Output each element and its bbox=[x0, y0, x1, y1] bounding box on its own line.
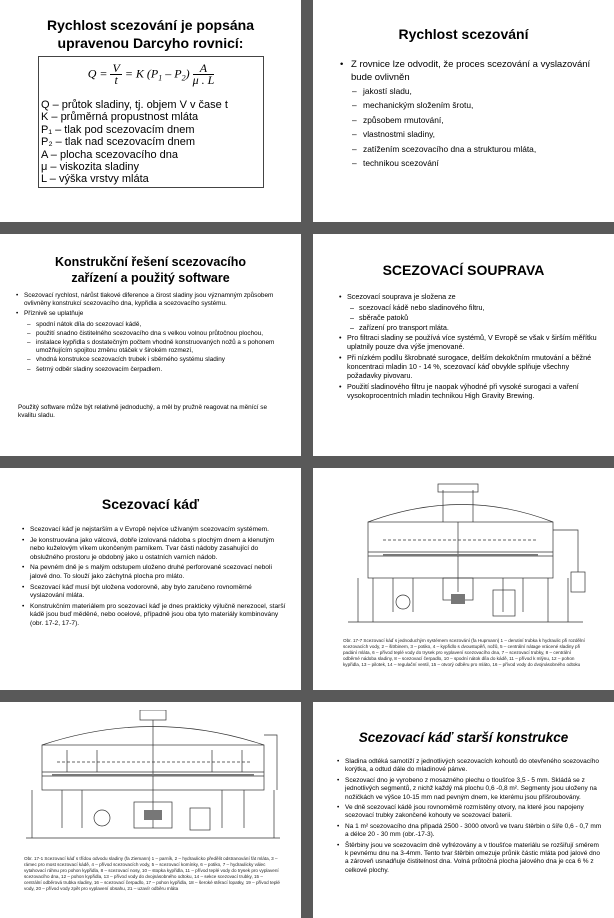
formula-minus: – P bbox=[162, 66, 182, 81]
column-separator bbox=[301, 0, 313, 918]
bullet-item: • Použití sladinového filtru je naopak výhodné při vysoké surogaci a vaření vysokoprocentních mladin technikou High Gravity Brewing. bbox=[337, 382, 599, 400]
sub-bullet-item: – spodní nátok díla do scezovací kádě, bbox=[14, 321, 286, 329]
bullet-item: • Na 1 m² scezovacího dna připadá 2500 - 3000 otvorů ve tvaru štěrbin o šíře 0,6 - 0,7 mm a délce 20 - 30 mm (obr.-17-3). bbox=[335, 823, 603, 840]
bullet-item: • Příznivě se uplatňuje bbox=[14, 310, 286, 318]
bullet-item: • Sladina odtéká samotíží z jednotlivých scezovacích kohoutů do otevřeného scezovacího korýtka, a odtud dále do mladinové pánve. bbox=[335, 758, 603, 775]
lauter-tun-diagram-icon bbox=[343, 482, 589, 634]
bullet-item: • Scezovací rychlost, nárůst tlakové diference a čirost sladiny jsou významným způsobem ovlivněny konstrukcí scezovacího dna, kypřidla a scezovacího systému. bbox=[14, 292, 286, 308]
equation-box bbox=[38, 56, 264, 188]
bullet-item: • Štěrbiny jsou ve scezovacím dně vyfrézovány a v tloušťce materiálu se rozšiřují směrem k pevnému dnu na 3-4mm. Tento tvar štěrbin omezuje průnik částic mláta pod jalové dno a zároveň usnadňuje čistitelnost dna. Volná průtočná plocha jalového dna je cca 6 % z celkové plochy. bbox=[335, 842, 603, 876]
darcy-formula bbox=[39, 63, 263, 86]
sub-bullet-item: – technikou scezování bbox=[339, 156, 601, 170]
slide-figure-hupmann bbox=[313, 468, 614, 690]
variable-item: Q – průtok sladiny, tj. objem V v čase t bbox=[41, 99, 228, 111]
variable-item: P₁ – tlak pod scezovacím dnem bbox=[41, 123, 195, 136]
bullet-item: • Pro filtraci sladiny se používá více systémů, V Evropě se však v širším měřítku uplatnily pouze dva výše jmenované. bbox=[337, 333, 599, 351]
sub-bullet-item: – jakostí sladu, bbox=[339, 84, 601, 98]
bullet-item: • Na pevném dně je s malým odstupem uloženo druhé perforované scezovací neboli jalové dno. To slouží jako záchytná plocha pro mláto. bbox=[20, 564, 286, 581]
subscript: 1 bbox=[158, 73, 163, 83]
bullet-item: • Při nízkém podílu škrobnaté surogace, delším dekokčním rmutování a běžné koncentraci mladin 10 - 14 %, scezovací káď obvykle splňuje všechny požadavky pivovaru. bbox=[337, 353, 599, 380]
lauter-tun-drawing bbox=[343, 482, 589, 634]
lauter-tun-diagram-icon bbox=[22, 710, 284, 850]
variable-list bbox=[41, 99, 228, 186]
bullet-list bbox=[14, 292, 286, 375]
bullet-item: • Scezovací dno je vyrobeno z mosazného plechu o tloušťce 3,5 - 5 mm. Skládá se z jednotlivých segmentů, z nichž každý má plochu 0,6 -0,8 m². Segmenty jsou uloženy na nožičkách ve výšce 10-15 mm nad pevným dnem, ke kterému jsou přišroubovány. bbox=[335, 777, 603, 802]
sub-bullet-item: – způsobem rmutování, bbox=[339, 113, 601, 127]
bullet-list bbox=[337, 292, 599, 402]
slide-title bbox=[0, 16, 301, 52]
bullet-item: • Scezovací káď musí být uložena vodorovně, aby bylo zaručeno rovnoměrné vyslazování mláta. bbox=[20, 584, 286, 601]
bullet-list bbox=[335, 758, 603, 877]
sub-bullet-item: – sběrače patoků bbox=[337, 313, 599, 322]
title-line: Rychlost scezování je popsána bbox=[47, 17, 254, 33]
bullet-list bbox=[20, 526, 286, 631]
slide-figure-ziemann bbox=[0, 702, 301, 918]
denominator: t bbox=[114, 73, 118, 87]
figure-caption: Obr. 17-1 Scezovací káď s třídou odvodu sladiny (fa Ziemann) 1 – parník, 2 – hydraulicko předělit odstranování fát mláta, 3 – rámec pro most scezovací kádě, 4 – přívod scezovacích vody, 5 – scezovací komínky, 6 – potiko, 7 – hydraulicky válec vytahovací ráhnu pro pohon kypřidla, 8 – scezovací nosy, 10 – stopka kypřidla, 11 – přívod teplé vody do trysek pro vyplavení scezovacího dna, 12 – pohon kypřidla, 13 – přívod vody do dvojnásobného odtoku, 14 – sekce scezovací trubky, 15 – centrální odběrová trubka sladiny, 16 – scezovací čerpadlo, 17 – pohon kypřidla, 18 – šeroké stěrací lopatky, 19 – přívod teplé vody, 20 – přívod vody zpět pro vyplavení obsahu, 21 – uzavír odběru mláta bbox=[24, 856, 280, 891]
title-line: zařízení a použitý software bbox=[71, 271, 230, 285]
slide-starsi-konstrukce bbox=[313, 702, 614, 918]
bullet-list bbox=[339, 58, 601, 170]
variable-item: K – průměrná propustnost mláta bbox=[41, 111, 199, 124]
denominator: μ . L bbox=[192, 73, 215, 87]
sub-bullet-item: – šetrný odběr sladiny scezovacím čerpadlem. bbox=[14, 366, 286, 374]
sub-bullet-item: – vhodná konstrukce scezovacích trubek i sběrného systému sladiny bbox=[14, 356, 286, 364]
formula-k: = K (P bbox=[124, 66, 159, 81]
slide-footer-text: Použitý software může být relativně jednoduchý, a měl by pružně reagovat na měnící se kvalitu sladu. bbox=[18, 404, 268, 420]
formula-close: ) bbox=[185, 66, 190, 81]
slide-scezovaci-kad bbox=[0, 468, 301, 690]
title-line: upravenou Darcyho rovnicí: bbox=[57, 35, 244, 51]
slide-title: Scezovací káď starší konstrukce bbox=[358, 730, 569, 745]
sub-bullet-item: – scezovací kádě nebo sladinového filtru, bbox=[337, 303, 599, 312]
sub-bullet-item: – instalace kypřidla s dostatečným počtem vhodně konstruovaných nožů a s pohonem umožňujícím spojitou změnu otáček v širokém rozmezí, bbox=[14, 339, 286, 355]
sub-bullet-item: – použití snadno čistitelného scezovacího dna s velkou volnou průtočnou plochou, bbox=[14, 330, 286, 338]
slide-konstrukcni-reseni bbox=[0, 234, 301, 456]
slide-title: Rychlost scezování bbox=[398, 26, 529, 42]
bullet-item: • Scezovací souprava je složena ze bbox=[337, 292, 599, 301]
figure-caption: Obr. 17-7 Scezovací káď s jednoduchým systémem scezování (fa Hupmann) 1 – derutiní trubka k hydraulic při rozdělní scezovacích vody, 2 – šitrbinem, 3 – potiko, 4 – kypřidlo s dvoustupěň, nožů, 5 – centrální nátage vrácené sladiny při padání mláta, 6 – přívod teplé vody do trysek pro vyplavení scezovacího dna, 7 – scezovací trubky, 8 – centrální odběrné nádoba sladiny, 8 – scezovací čerpadlo, 10 – spodní nátok díla do kádě, 11 – přívod k mlýnu, 12 – pohon kypřidla, 13 – pilotek, 14 – regulační ventil, 15 – otvorý odběru pro mláto, 16 – přívod vody do dvojnásobného odtoku bbox=[343, 638, 585, 667]
sub-bullet-item: – mechanickým složením šrotu, bbox=[339, 98, 601, 112]
bullet-item: • Scezovací káď je nejstarším a v Evropě nejvíce užívaným scezovacím systémem. bbox=[20, 526, 286, 535]
sub-bullet-item: – vlastnostmi sladiny, bbox=[339, 127, 601, 141]
bullet-item: • Je konstruována jako válcová, dobře izolovaná nádoba s plochým dnem a klenutým nebo kuželovým víkem ukončeným parníkem. Tvar části nádoby zasahující do obslužného prostoru je obdobný jako u ostatních varních nádob. bbox=[20, 537, 286, 563]
subscript: 2 bbox=[181, 73, 186, 83]
slide-title: SCEZOVACÍ SOUPRAVA bbox=[382, 262, 545, 278]
slide-scezovaci-souprava bbox=[313, 234, 614, 456]
fraction-v-t bbox=[110, 63, 121, 86]
lauter-tun-drawing bbox=[22, 710, 284, 850]
variable-item: P₂ – tlak nad scezovacím dnem bbox=[41, 136, 196, 149]
sub-bullet-item: – zařízení pro transport mláta. bbox=[337, 323, 599, 332]
fraction-a-ml bbox=[193, 63, 215, 86]
numerator: A bbox=[193, 63, 215, 75]
variable-item: A – plocha scezovacího dna bbox=[41, 148, 178, 161]
slide-title: Scezovací káď bbox=[101, 496, 200, 512]
title-line: Konstrukční řešení scezovacího bbox=[54, 255, 247, 269]
formula-q: Q = bbox=[87, 66, 108, 81]
bullet-item: • Konstrukčním materiálem pro scezovací káď je dnes prakticky výlučně nerezocel, starší kádě jsou buď měděné, nebo ocelové, případně jsou oba tyto materiály kombinovány (obr. 17-2, 17-7). bbox=[20, 603, 286, 629]
bullet-item: • Z rovnice lze odvodit, že proces scezování a vyslazování bude ovlivněn bbox=[339, 58, 601, 84]
sub-bullet-item: – zatížením scezovacího dna a strukturou mláta, bbox=[339, 142, 601, 156]
variable-item: L – výška vrstvy mláta bbox=[41, 173, 149, 186]
slide-title bbox=[0, 254, 301, 286]
bullet-item: • Ve dně scezovací kádě jsou rovnoměrně rozmístěny otvory, na které jsou napojeny scezovací trubky zakončené kohouty ve scezovací baterii. bbox=[335, 804, 603, 821]
slide-scezovani-rychlost bbox=[313, 0, 614, 222]
slide-darcy-equation bbox=[0, 0, 301, 222]
variable-item: μ – viskozita sladiny bbox=[41, 161, 140, 174]
numerator: V bbox=[112, 61, 120, 75]
